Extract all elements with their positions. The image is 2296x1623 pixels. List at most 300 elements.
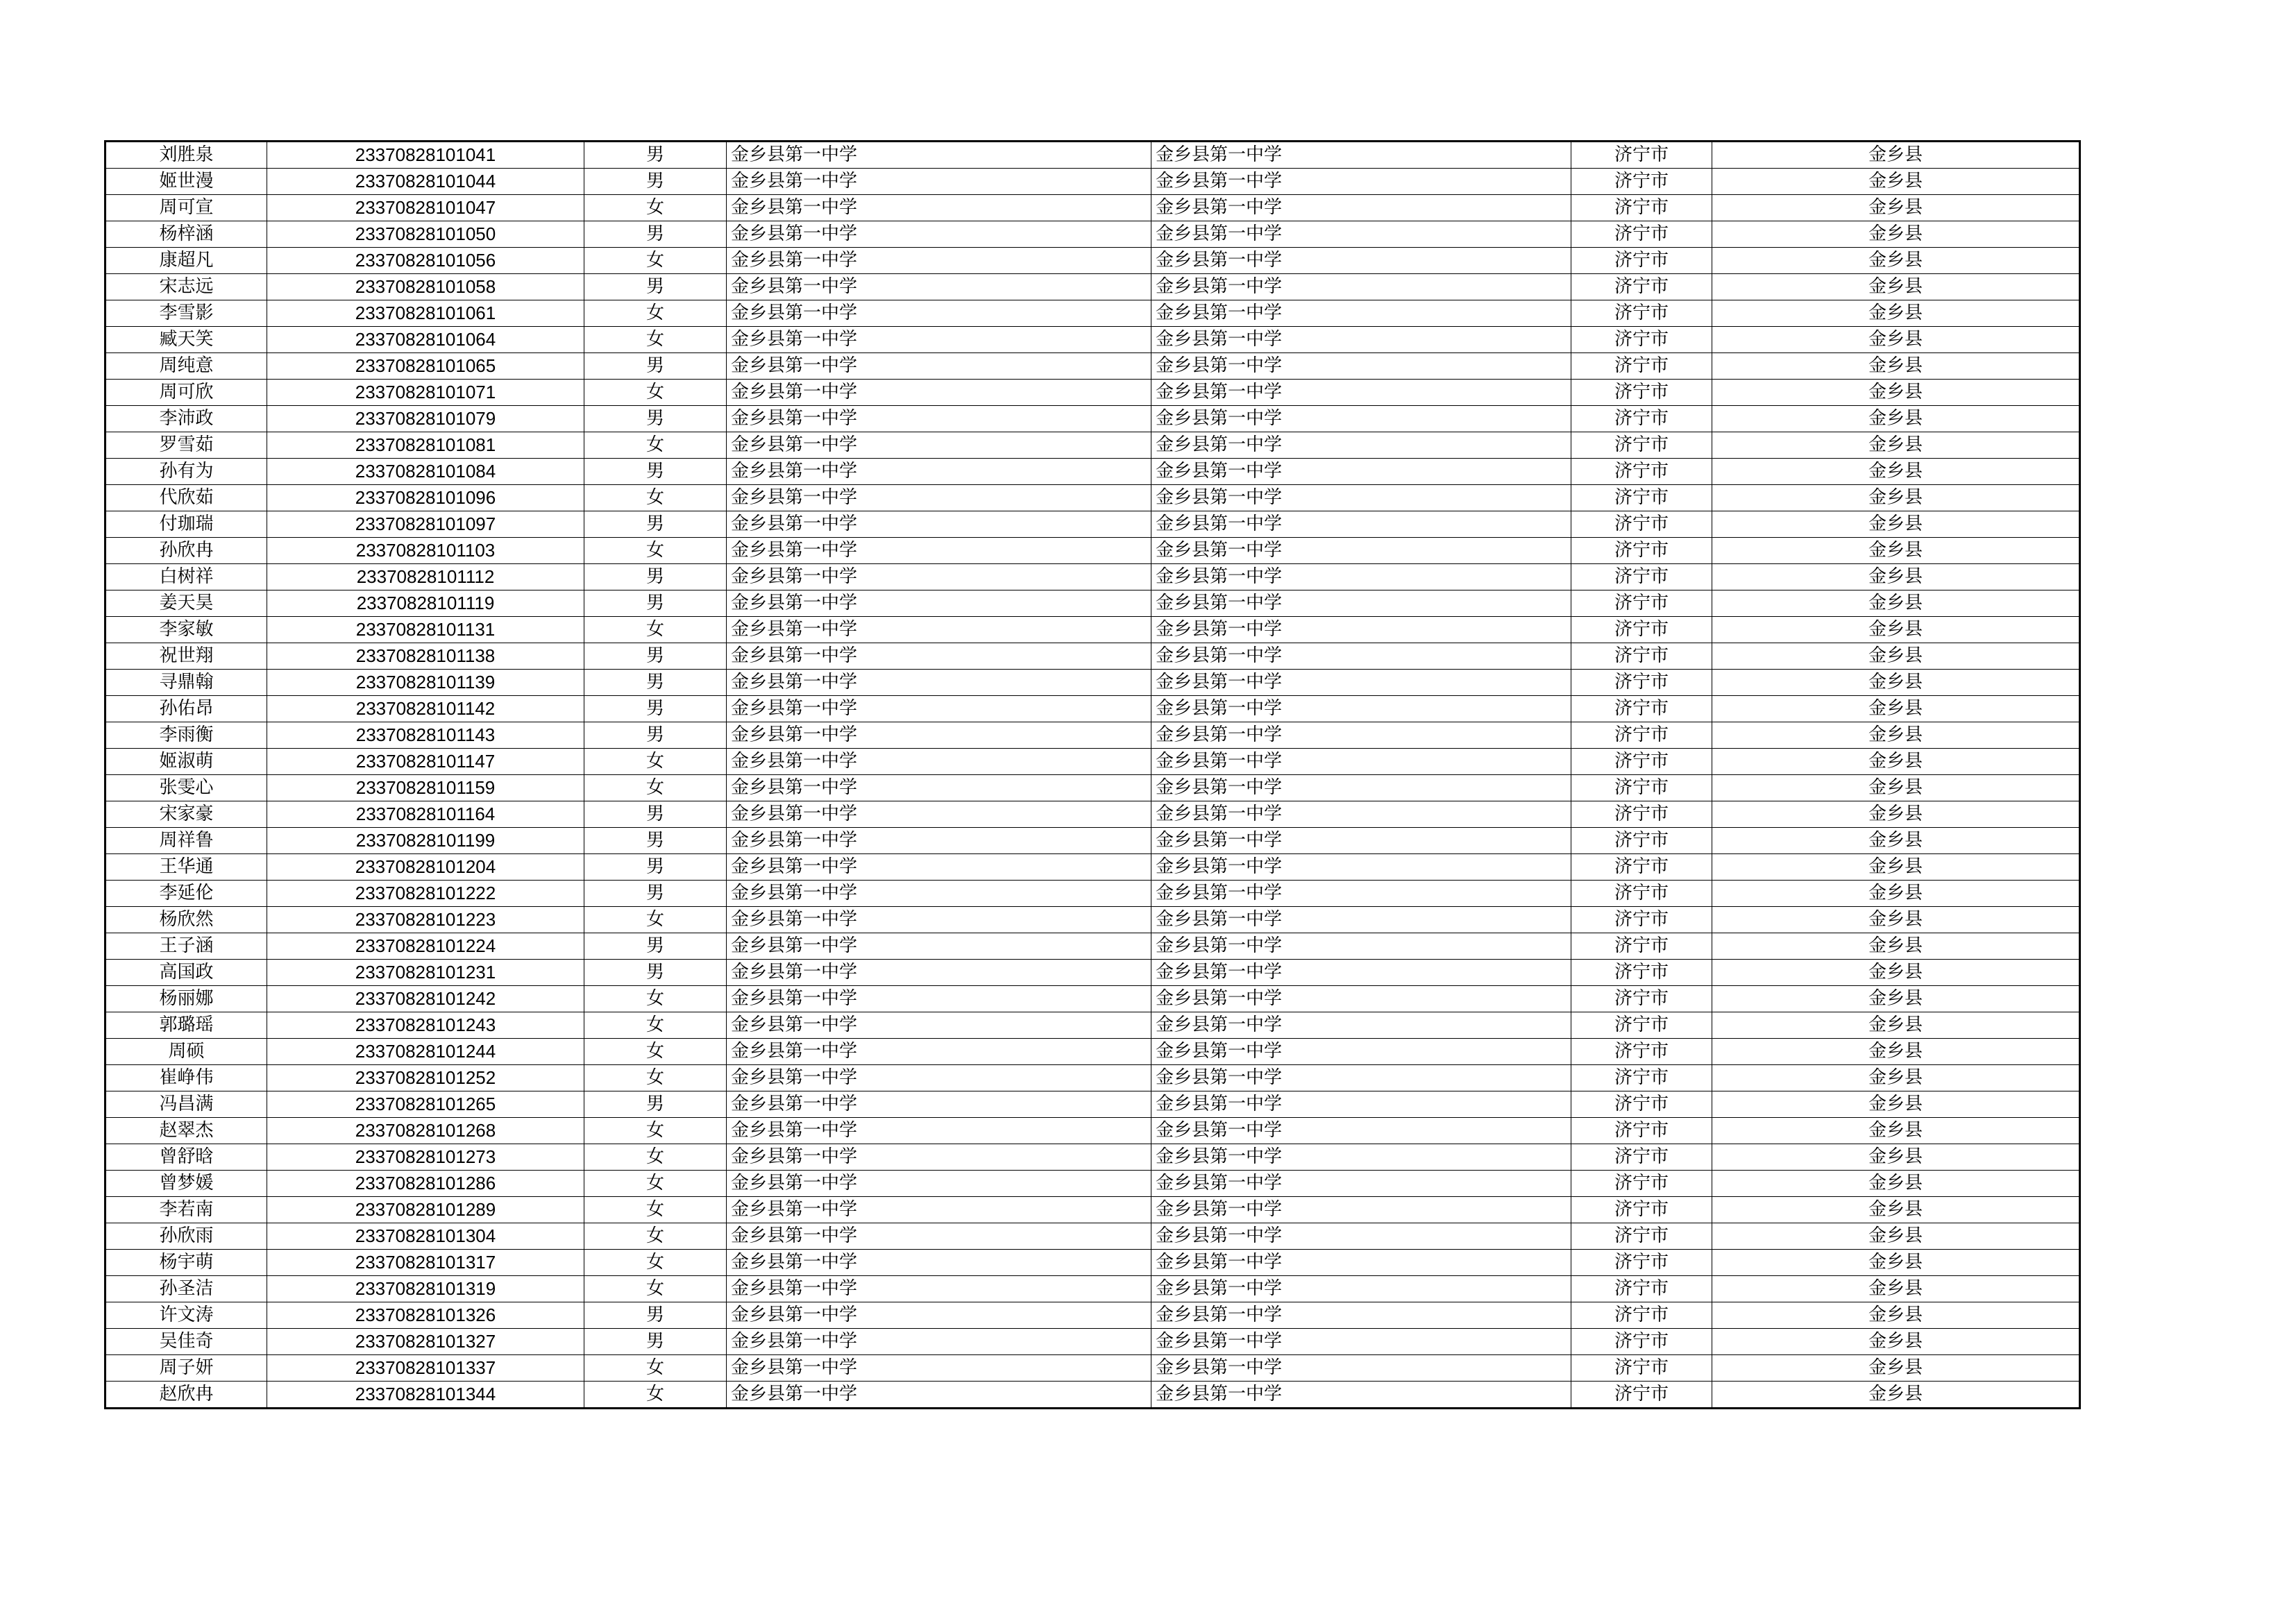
student-name-cell: 孙圣洁	[105, 1276, 267, 1302]
exam-site-cell: 金乡县第一中学	[1151, 1302, 1571, 1329]
gender-cell: 女	[584, 1276, 727, 1302]
table-row	[105, 538, 2080, 564]
exam-site-cell: 金乡县第一中学	[1151, 1012, 1571, 1039]
county-cell: 金乡县	[1712, 749, 2080, 775]
school-cell: 金乡县第一中学	[727, 538, 1151, 564]
exam-number-cell: 23370828101243	[267, 1012, 584, 1039]
exam-site-cell: 金乡县第一中学	[1151, 907, 1571, 933]
school-cell: 金乡县第一中学	[727, 907, 1151, 933]
gender-cell: 女	[584, 485, 727, 511]
county-cell: 金乡县	[1712, 696, 2080, 722]
county-cell: 金乡县	[1712, 142, 2080, 169]
school-cell: 金乡县第一中学	[727, 1091, 1151, 1118]
student-name-cell: 付珈瑞	[105, 511, 267, 538]
gender-cell: 女	[584, 1250, 727, 1276]
student-name-cell: 罗雪茹	[105, 432, 267, 459]
school-cell: 金乡县第一中学	[727, 511, 1151, 538]
student-roster-table	[104, 140, 2081, 1409]
exam-site-cell: 金乡县第一中学	[1151, 881, 1571, 907]
exam-number-cell: 23370828101223	[267, 907, 584, 933]
school-cell: 金乡县第一中学	[727, 960, 1151, 986]
exam-number-cell: 23370828101268	[267, 1118, 584, 1144]
school-cell: 金乡县第一中学	[727, 670, 1151, 696]
exam-number-cell: 23370828101286	[267, 1171, 584, 1197]
gender-cell: 女	[584, 907, 727, 933]
exam-site-cell: 金乡县第一中学	[1151, 1118, 1571, 1144]
city-cell: 济宁市	[1571, 1355, 1712, 1382]
school-cell: 金乡县第一中学	[727, 617, 1151, 643]
county-cell: 金乡县	[1712, 1355, 2080, 1382]
exam-site-cell: 金乡县第一中学	[1151, 274, 1571, 300]
student-name-cell: 杨宇萌	[105, 1250, 267, 1276]
city-cell: 济宁市	[1571, 1276, 1712, 1302]
gender-cell: 女	[584, 617, 727, 643]
student-name-cell: 周祥鲁	[105, 828, 267, 854]
city-cell: 济宁市	[1571, 986, 1712, 1012]
student-name-cell: 赵翠杰	[105, 1118, 267, 1144]
city-cell: 济宁市	[1571, 169, 1712, 195]
exam-site-cell: 金乡县第一中学	[1151, 933, 1571, 960]
exam-number-cell: 23370828101065	[267, 353, 584, 380]
table-row	[105, 195, 2080, 221]
gender-cell: 女	[584, 195, 727, 221]
table-row	[105, 1091, 2080, 1118]
exam-site-cell: 金乡县第一中学	[1151, 1171, 1571, 1197]
exam-number-cell: 23370828101119	[267, 590, 584, 617]
gender-cell: 男	[584, 169, 727, 195]
school-cell: 金乡县第一中学	[727, 1302, 1151, 1329]
student-name-cell: 刘胜泉	[105, 142, 267, 169]
table-row	[105, 221, 2080, 248]
exam-number-cell: 23370828101244	[267, 1039, 584, 1065]
table-row	[105, 670, 2080, 696]
gender-cell: 女	[584, 1039, 727, 1065]
student-name-cell: 孙欣雨	[105, 1223, 267, 1250]
table-row	[105, 1144, 2080, 1171]
city-cell: 济宁市	[1571, 643, 1712, 670]
exam-number-cell: 23370828101097	[267, 511, 584, 538]
county-cell: 金乡县	[1712, 432, 2080, 459]
student-name-cell: 孙佑昂	[105, 696, 267, 722]
county-cell: 金乡县	[1712, 1276, 2080, 1302]
county-cell: 金乡县	[1712, 1223, 2080, 1250]
table-row	[105, 142, 2080, 169]
city-cell: 济宁市	[1571, 327, 1712, 353]
city-cell: 济宁市	[1571, 353, 1712, 380]
table-row	[105, 1039, 2080, 1065]
county-cell: 金乡县	[1712, 722, 2080, 749]
city-cell: 济宁市	[1571, 1144, 1712, 1171]
county-cell: 金乡县	[1712, 248, 2080, 274]
table-row	[105, 960, 2080, 986]
exam-number-cell: 23370828101142	[267, 696, 584, 722]
city-cell: 济宁市	[1571, 511, 1712, 538]
city-cell: 济宁市	[1571, 933, 1712, 960]
city-cell: 济宁市	[1571, 617, 1712, 643]
exam-number-cell: 23370828101273	[267, 1144, 584, 1171]
gender-cell: 女	[584, 380, 727, 406]
exam-number-cell: 23370828101224	[267, 933, 584, 960]
gender-cell: 男	[584, 1329, 727, 1355]
school-cell: 金乡县第一中学	[727, 854, 1151, 881]
exam-site-cell: 金乡县第一中学	[1151, 670, 1571, 696]
exam-site-cell: 金乡县第一中学	[1151, 1276, 1571, 1302]
county-cell: 金乡县	[1712, 195, 2080, 221]
exam-site-cell: 金乡县第一中学	[1151, 1250, 1571, 1276]
table-row	[105, 828, 2080, 854]
exam-number-cell: 23370828101143	[267, 722, 584, 749]
county-cell: 金乡县	[1712, 538, 2080, 564]
gender-cell: 男	[584, 590, 727, 617]
county-cell: 金乡县	[1712, 1197, 2080, 1223]
county-cell: 金乡县	[1712, 1065, 2080, 1091]
table-row	[105, 775, 2080, 801]
gender-cell: 女	[584, 538, 727, 564]
school-cell: 金乡县第一中学	[727, 432, 1151, 459]
gender-cell: 男	[584, 511, 727, 538]
exam-site-cell: 金乡县第一中学	[1151, 722, 1571, 749]
city-cell: 济宁市	[1571, 1382, 1712, 1409]
city-cell: 济宁市	[1571, 1039, 1712, 1065]
exam-site-cell: 金乡县第一中学	[1151, 511, 1571, 538]
exam-site-cell: 金乡县第一中学	[1151, 1091, 1571, 1118]
exam-number-cell: 23370828101138	[267, 643, 584, 670]
table-row	[105, 907, 2080, 933]
school-cell: 金乡县第一中学	[727, 406, 1151, 432]
student-name-cell: 张雯心	[105, 775, 267, 801]
student-name-cell: 祝世翔	[105, 643, 267, 670]
city-cell: 济宁市	[1571, 564, 1712, 590]
exam-site-cell: 金乡县第一中学	[1151, 1223, 1571, 1250]
gender-cell: 男	[584, 1302, 727, 1329]
city-cell: 济宁市	[1571, 300, 1712, 327]
student-name-cell: 代欣茹	[105, 485, 267, 511]
student-name-cell: 杨欣然	[105, 907, 267, 933]
exam-site-cell: 金乡县第一中学	[1151, 749, 1571, 775]
gender-cell: 女	[584, 1144, 727, 1171]
exam-site-cell: 金乡县第一中学	[1151, 406, 1571, 432]
exam-number-cell: 23370828101231	[267, 960, 584, 986]
county-cell: 金乡县	[1712, 1039, 2080, 1065]
student-name-cell: 崔峥伟	[105, 1065, 267, 1091]
gender-cell: 女	[584, 1171, 727, 1197]
school-cell: 金乡县第一中学	[727, 986, 1151, 1012]
school-cell: 金乡县第一中学	[727, 643, 1151, 670]
exam-site-cell: 金乡县第一中学	[1151, 1144, 1571, 1171]
city-cell: 济宁市	[1571, 1197, 1712, 1223]
gender-cell: 女	[584, 1012, 727, 1039]
roster-body	[105, 142, 2080, 1409]
county-cell: 金乡县	[1712, 801, 2080, 828]
county-cell: 金乡县	[1712, 775, 2080, 801]
student-name-cell: 寻鼎翰	[105, 670, 267, 696]
table-row	[105, 459, 2080, 485]
county-cell: 金乡县	[1712, 327, 2080, 353]
exam-number-cell: 23370828101041	[267, 142, 584, 169]
gender-cell: 女	[584, 248, 727, 274]
city-cell: 济宁市	[1571, 142, 1712, 169]
county-cell: 金乡县	[1712, 881, 2080, 907]
county-cell: 金乡县	[1712, 960, 2080, 986]
table-row	[105, 1171, 2080, 1197]
school-cell: 金乡县第一中学	[727, 221, 1151, 248]
student-name-cell: 李延伦	[105, 881, 267, 907]
gender-cell: 男	[584, 881, 727, 907]
county-cell: 金乡县	[1712, 670, 2080, 696]
city-cell: 济宁市	[1571, 960, 1712, 986]
table-row	[105, 1329, 2080, 1355]
county-cell: 金乡县	[1712, 1302, 2080, 1329]
exam-number-cell: 23370828101344	[267, 1382, 584, 1409]
school-cell: 金乡县第一中学	[727, 274, 1151, 300]
school-cell: 金乡县第一中学	[727, 801, 1151, 828]
student-name-cell: 宋家豪	[105, 801, 267, 828]
county-cell: 金乡县	[1712, 564, 2080, 590]
school-cell: 金乡县第一中学	[727, 1012, 1151, 1039]
school-cell: 金乡县第一中学	[727, 590, 1151, 617]
gender-cell: 女	[584, 1197, 727, 1223]
student-name-cell: 周可宣	[105, 195, 267, 221]
county-cell: 金乡县	[1712, 590, 2080, 617]
city-cell: 济宁市	[1571, 749, 1712, 775]
exam-number-cell: 23370828101317	[267, 1250, 584, 1276]
exam-site-cell: 金乡县第一中学	[1151, 169, 1571, 195]
county-cell: 金乡县	[1712, 933, 2080, 960]
gender-cell: 男	[584, 801, 727, 828]
table-row	[105, 696, 2080, 722]
school-cell: 金乡县第一中学	[727, 248, 1151, 274]
county-cell: 金乡县	[1712, 459, 2080, 485]
student-name-cell: 李若南	[105, 1197, 267, 1223]
county-cell: 金乡县	[1712, 221, 2080, 248]
exam-site-cell: 金乡县第一中学	[1151, 854, 1571, 881]
school-cell: 金乡县第一中学	[727, 1065, 1151, 1091]
exam-number-cell: 23370828101056	[267, 248, 584, 274]
exam-site-cell: 金乡县第一中学	[1151, 643, 1571, 670]
table-row	[105, 986, 2080, 1012]
exam-number-cell: 23370828101265	[267, 1091, 584, 1118]
school-cell: 金乡县第一中学	[727, 881, 1151, 907]
table-row	[105, 1355, 2080, 1382]
exam-site-cell: 金乡县第一中学	[1151, 353, 1571, 380]
city-cell: 济宁市	[1571, 485, 1712, 511]
student-name-cell: 许文涛	[105, 1302, 267, 1329]
county-cell: 金乡县	[1712, 1329, 2080, 1355]
exam-number-cell: 23370828101222	[267, 881, 584, 907]
table-row	[105, 933, 2080, 960]
county-cell: 金乡县	[1712, 1012, 2080, 1039]
student-name-cell: 孙有为	[105, 459, 267, 485]
city-cell: 济宁市	[1571, 801, 1712, 828]
exam-number-cell: 23370828101044	[267, 169, 584, 195]
student-name-cell: 孙欣冉	[105, 538, 267, 564]
table-row	[105, 854, 2080, 881]
gender-cell: 女	[584, 1382, 727, 1409]
gender-cell: 男	[584, 353, 727, 380]
gender-cell: 男	[584, 643, 727, 670]
student-name-cell: 冯昌满	[105, 1091, 267, 1118]
student-name-cell: 姬淑萌	[105, 749, 267, 775]
exam-number-cell: 23370828101050	[267, 221, 584, 248]
school-cell: 金乡县第一中学	[727, 933, 1151, 960]
gender-cell: 男	[584, 854, 727, 881]
table-row	[105, 1302, 2080, 1329]
exam-site-cell: 金乡县第一中学	[1151, 142, 1571, 169]
table-row	[105, 353, 2080, 380]
gender-cell: 男	[584, 696, 727, 722]
exam-number-cell: 23370828101199	[267, 828, 584, 854]
county-cell: 金乡县	[1712, 300, 2080, 327]
school-cell: 金乡县第一中学	[727, 1355, 1151, 1382]
gender-cell: 男	[584, 933, 727, 960]
school-cell: 金乡县第一中学	[727, 142, 1151, 169]
table-row	[105, 564, 2080, 590]
exam-number-cell: 23370828101147	[267, 749, 584, 775]
city-cell: 济宁市	[1571, 907, 1712, 933]
gender-cell: 男	[584, 828, 727, 854]
city-cell: 济宁市	[1571, 1223, 1712, 1250]
exam-site-cell: 金乡县第一中学	[1151, 1065, 1571, 1091]
student-name-cell: 周子妍	[105, 1355, 267, 1382]
exam-number-cell: 23370828101096	[267, 485, 584, 511]
county-cell: 金乡县	[1712, 1171, 2080, 1197]
county-cell: 金乡县	[1712, 485, 2080, 511]
table-row	[105, 590, 2080, 617]
student-name-cell: 姜天昊	[105, 590, 267, 617]
table-row	[105, 327, 2080, 353]
student-name-cell: 周硕	[105, 1039, 267, 1065]
table-row	[105, 432, 2080, 459]
school-cell: 金乡县第一中学	[727, 169, 1151, 195]
exam-number-cell: 23370828101326	[267, 1302, 584, 1329]
school-cell: 金乡县第一中学	[727, 1197, 1151, 1223]
school-cell: 金乡县第一中学	[727, 1250, 1151, 1276]
school-cell: 金乡县第一中学	[727, 564, 1151, 590]
exam-site-cell: 金乡县第一中学	[1151, 986, 1571, 1012]
exam-site-cell: 金乡县第一中学	[1151, 248, 1571, 274]
school-cell: 金乡县第一中学	[727, 1276, 1151, 1302]
student-name-cell: 李沛政	[105, 406, 267, 432]
school-cell: 金乡县第一中学	[727, 1329, 1151, 1355]
county-cell: 金乡县	[1712, 511, 2080, 538]
county-cell: 金乡县	[1712, 1382, 2080, 1409]
gender-cell: 女	[584, 775, 727, 801]
exam-number-cell: 23370828101319	[267, 1276, 584, 1302]
gender-cell: 男	[584, 274, 727, 300]
county-cell: 金乡县	[1712, 406, 2080, 432]
gender-cell: 女	[584, 327, 727, 353]
exam-site-cell: 金乡县第一中学	[1151, 590, 1571, 617]
county-cell: 金乡县	[1712, 353, 2080, 380]
table-row	[105, 1276, 2080, 1302]
city-cell: 济宁市	[1571, 1012, 1712, 1039]
exam-number-cell: 23370828101139	[267, 670, 584, 696]
city-cell: 济宁市	[1571, 775, 1712, 801]
city-cell: 济宁市	[1571, 538, 1712, 564]
student-name-cell: 高国政	[105, 960, 267, 986]
gender-cell: 男	[584, 670, 727, 696]
school-cell: 金乡县第一中学	[727, 1118, 1151, 1144]
exam-site-cell: 金乡县第一中学	[1151, 195, 1571, 221]
city-cell: 济宁市	[1571, 1091, 1712, 1118]
school-cell: 金乡县第一中学	[727, 327, 1151, 353]
table-row	[105, 274, 2080, 300]
table-row	[105, 300, 2080, 327]
gender-cell: 女	[584, 432, 727, 459]
county-cell: 金乡县	[1712, 274, 2080, 300]
student-name-cell: 姬世漫	[105, 169, 267, 195]
exam-site-cell: 金乡县第一中学	[1151, 538, 1571, 564]
exam-site-cell: 金乡县第一中学	[1151, 485, 1571, 511]
county-cell: 金乡县	[1712, 986, 2080, 1012]
school-cell: 金乡县第一中学	[727, 1039, 1151, 1065]
table-row	[105, 1197, 2080, 1223]
gender-cell: 男	[584, 459, 727, 485]
table-row	[105, 722, 2080, 749]
exam-number-cell: 23370828101103	[267, 538, 584, 564]
city-cell: 济宁市	[1571, 221, 1712, 248]
school-cell: 金乡县第一中学	[727, 696, 1151, 722]
table-row	[105, 617, 2080, 643]
gender-cell: 女	[584, 986, 727, 1012]
city-cell: 济宁市	[1571, 590, 1712, 617]
student-name-cell: 王子涵	[105, 933, 267, 960]
city-cell: 济宁市	[1571, 1065, 1712, 1091]
exam-number-cell: 23370828101064	[267, 327, 584, 353]
exam-site-cell: 金乡县第一中学	[1151, 960, 1571, 986]
county-cell: 金乡县	[1712, 907, 2080, 933]
city-cell: 济宁市	[1571, 432, 1712, 459]
exam-site-cell: 金乡县第一中学	[1151, 1197, 1571, 1223]
city-cell: 济宁市	[1571, 1171, 1712, 1197]
exam-number-cell: 23370828101112	[267, 564, 584, 590]
student-name-cell: 杨丽娜	[105, 986, 267, 1012]
city-cell: 济宁市	[1571, 670, 1712, 696]
school-cell: 金乡县第一中学	[727, 353, 1151, 380]
school-cell: 金乡县第一中学	[727, 300, 1151, 327]
city-cell: 济宁市	[1571, 696, 1712, 722]
exam-number-cell: 23370828101327	[267, 1329, 584, 1355]
student-name-cell: 周可欣	[105, 380, 267, 406]
exam-site-cell: 金乡县第一中学	[1151, 617, 1571, 643]
school-cell: 金乡县第一中学	[727, 1144, 1151, 1171]
table-row	[105, 749, 2080, 775]
student-name-cell: 杨梓涵	[105, 221, 267, 248]
table-row	[105, 643, 2080, 670]
exam-number-cell: 23370828101242	[267, 986, 584, 1012]
gender-cell: 女	[584, 1355, 727, 1382]
gender-cell: 女	[584, 300, 727, 327]
exam-site-cell: 金乡县第一中学	[1151, 775, 1571, 801]
city-cell: 济宁市	[1571, 195, 1712, 221]
gender-cell: 男	[584, 142, 727, 169]
table-row	[105, 406, 2080, 432]
student-name-cell: 曾舒晗	[105, 1144, 267, 1171]
county-cell: 金乡县	[1712, 617, 2080, 643]
county-cell: 金乡县	[1712, 169, 2080, 195]
gender-cell: 女	[584, 1065, 727, 1091]
gender-cell: 男	[584, 564, 727, 590]
school-cell: 金乡县第一中学	[727, 775, 1151, 801]
table-row	[105, 169, 2080, 195]
school-cell: 金乡县第一中学	[727, 380, 1151, 406]
table-row	[105, 1223, 2080, 1250]
table-row	[105, 1012, 2080, 1039]
exam-site-cell: 金乡县第一中学	[1151, 327, 1571, 353]
exam-number-cell: 23370828101289	[267, 1197, 584, 1223]
exam-number-cell: 23370828101159	[267, 775, 584, 801]
gender-cell: 女	[584, 1118, 727, 1144]
